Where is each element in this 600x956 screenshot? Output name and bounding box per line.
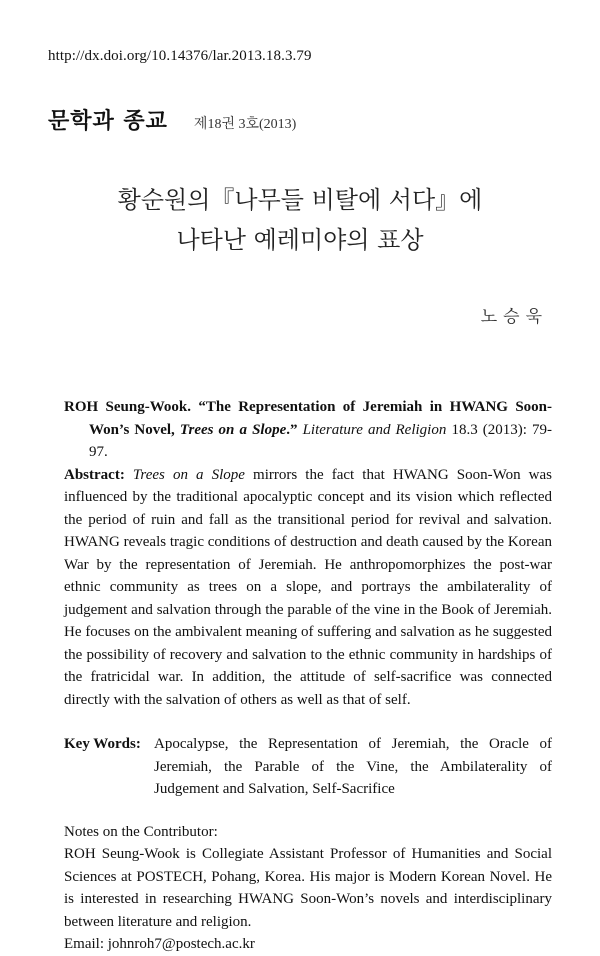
author-name-korean: 노승욱: [480, 307, 548, 327]
article-title: [0, 180, 600, 260]
article-title-line-1: 황순원의『나무들 비탈에 서다』에: [117, 186, 483, 214]
journal-name: 문학과 종교: [48, 109, 168, 134]
article-title-line-2: 나타난 예레미야의 표상: [176, 226, 424, 254]
citation-reference: 18.3 (2013): 79-97.: [89, 421, 553, 460]
citation-close-quote: .”: [286, 421, 303, 438]
journal-header: [48, 104, 296, 135]
abstract-label: Abstract:: [64, 466, 125, 483]
journal-volume: 제18권 3호(2013): [193, 117, 297, 132]
keywords-text: Apocalypse, the Representation of Jeremiah, the Oracle of Jeremiah, the Parable of the Vine, the Ambilaterality of Judgement and Salvation, Self-Sacrifice: [154, 736, 552, 797]
abstract-section: [64, 396, 552, 956]
abstract: [64, 464, 552, 712]
abstract-body: mirrors the fact that HWANG Soon-Won was influenced by the traditional apocalyptic concept and its vision which reflected the period of ruin and fall as the transitional period for revival and salvation. HWANG reveals tragic conditions of destruction and death caused by the Korean War by the representation of Jeremiah. He anthropomorphizes the post-war ethnic community as trees on a slope, and portrays the ambilaterality of judgement and salvation through the parable of the vine in the Book of Jeremiah. He focuses on the ambivalent meaning of suffering and salvation as he suggested the possibility of recovery and salvation to the ethnic community in hardships of the fratricidal war. In addition, the attitude of self-sacrifice was connected directly with the salvation of others as well as that of self.: [64, 466, 552, 708]
contributor-notes: [64, 821, 552, 956]
notes-body: ROH Seung-Wook is Collegiate Assistant Professor of Humanities and Social Sciences at POSTECH, Pohang, Korea. His major is Modern Korean Novel. He is interested in researching HWANG Soon-Won’s novels and interdisciplinary between literature and religion.: [64, 846, 552, 930]
keywords: [64, 733, 552, 801]
notes-heading: Notes on the Contributor:: [64, 823, 218, 840]
citation-journal: Literature and Religion: [302, 421, 447, 438]
citation-authors-title: ROH Seung-Wook. “The Representation of Jeremiah in HWANG Soon-Won’s Novel,: [64, 399, 552, 438]
contributor-email[interactable]: Email: johnroh7@postech.ac.kr: [64, 936, 255, 952]
doi-link[interactable]: http://dx.doi.org/10.14376/lar.2013.18.3.79: [48, 48, 312, 64]
abstract-lead-title: Trees on a Slope: [132, 466, 245, 483]
citation-novel-title: Trees on a Slope: [179, 421, 287, 438]
keywords-label: Key Words:: [64, 736, 141, 752]
citation: [64, 396, 552, 464]
